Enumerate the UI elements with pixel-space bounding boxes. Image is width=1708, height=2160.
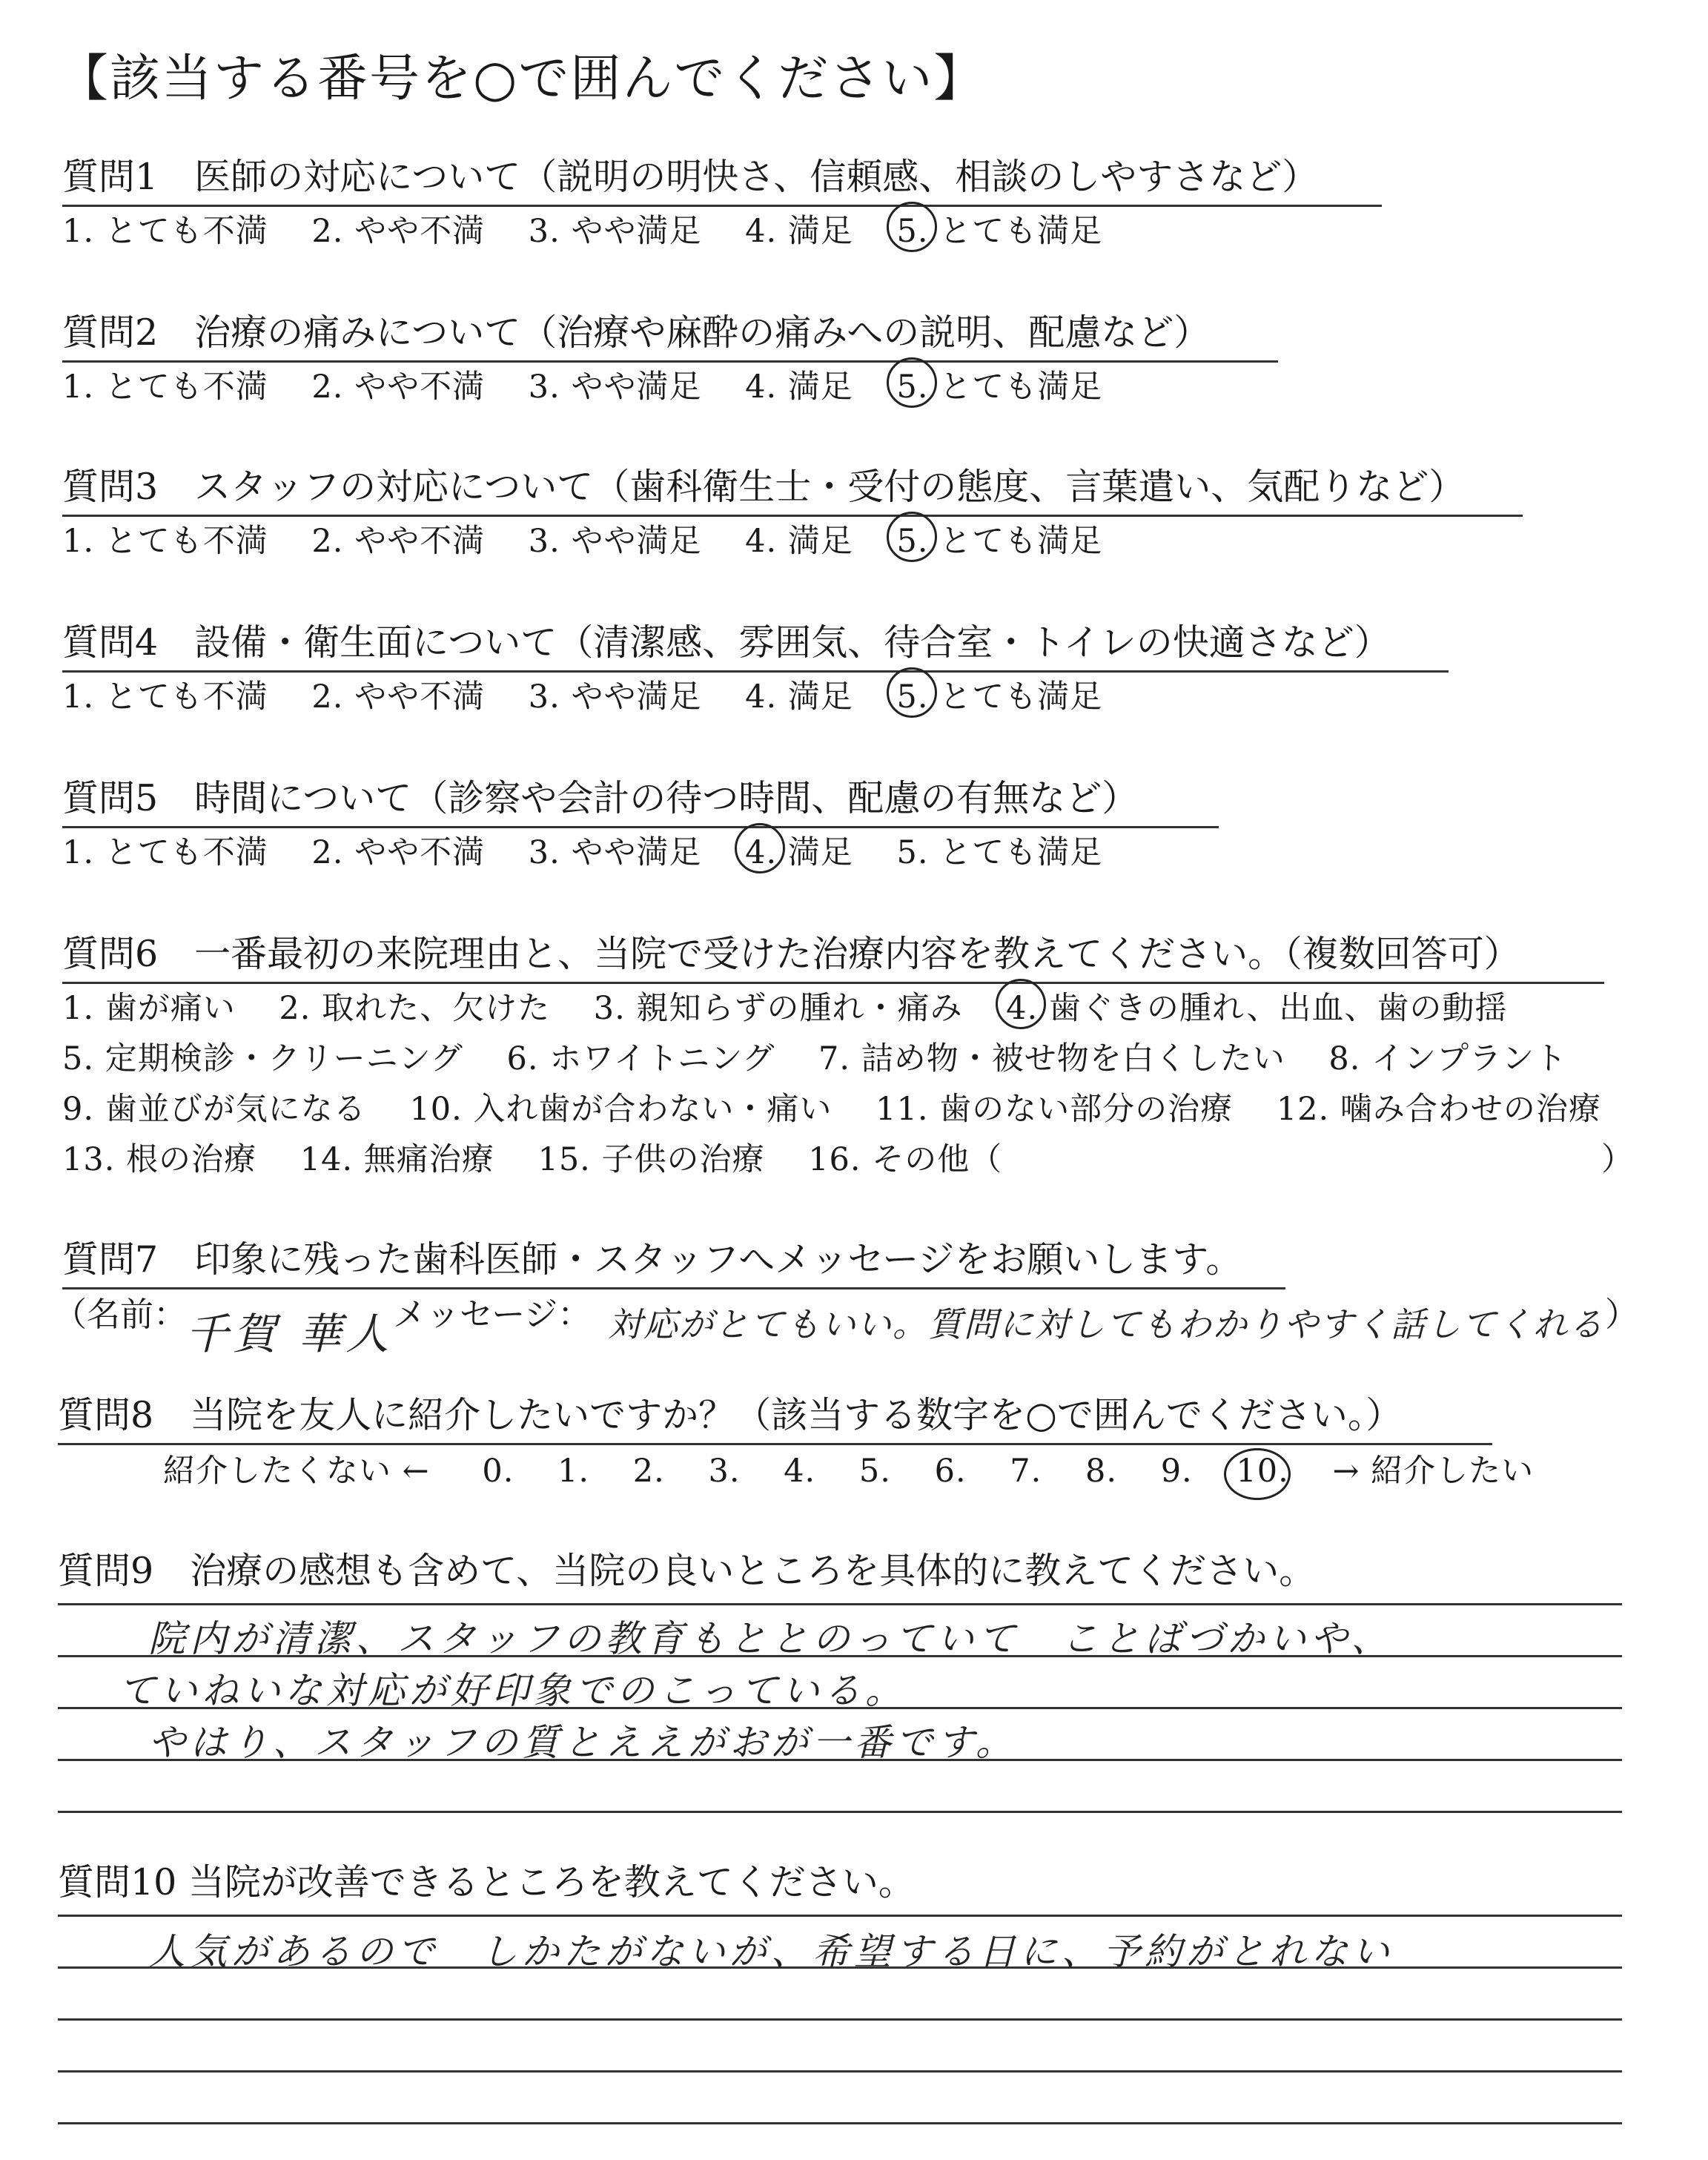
q8-value-2[interactable]: 2. [632, 1453, 665, 1490]
q8-value-9[interactable]: 9. [1160, 1453, 1193, 1490]
q8-value-0[interactable]: 0. [482, 1453, 514, 1490]
q1-option-1[interactable]: 1. とても不満 [62, 213, 268, 250]
q4-option-4[interactable]: 4. 満足 [745, 678, 853, 716]
q1-option-4[interactable]: 4. 満足 [745, 213, 853, 250]
q8-value-8[interactable]: 8. [1085, 1453, 1118, 1490]
q6-row-2 [62, 1034, 1600, 1079]
q8-right-label: → 紹介したい [1332, 1453, 1535, 1490]
q1-options [62, 206, 1135, 251]
q6-option-2[interactable]: 2. 取れた、欠けた [279, 990, 551, 1027]
q4-title: 質問4 設備・衛生面について（清潔感、雰囲気、待合室・トイレの快適さなど） [62, 614, 1449, 673]
q9-rule-5 [58, 1811, 1622, 1813]
q7-close-paren: ） [1605, 1295, 1639, 1334]
q10-answer-line-1[interactable]: 人気があるので しかたがないが、希望する日に、予約がとれない [148, 1930, 1394, 1973]
q1-title: 質問1 医師の対応について（説明の明快さ、信頼感、相談のしやすさなど） [62, 148, 1382, 207]
q8-value-7[interactable]: 7. [1010, 1453, 1042, 1490]
q3-option-2[interactable]: 2. やや不満 [311, 523, 486, 560]
q6-option-12[interactable]: 12. 噛み合わせの治療 [1276, 1091, 1601, 1128]
q10-rule-1 [58, 1915, 1622, 1917]
q5-option-4[interactable]: 4. 満足 [745, 828, 853, 873]
q5-option-1[interactable]: 1. とても不満 [62, 834, 268, 871]
q6-option-10[interactable]: 10. 入れ歯が合わない・痛い [409, 1091, 833, 1128]
q6-option-14[interactable]: 14. 無痛治療 [299, 1141, 494, 1178]
q1-option-3[interactable]: 3. やや満足 [528, 213, 702, 250]
q6-option-3[interactable]: 3. 親知らずの腫れ・痛み [593, 990, 963, 1027]
q8-value-6[interactable]: 6. [934, 1453, 967, 1490]
q6-option-16[interactable]: 16. その他（ [808, 1141, 1003, 1178]
instruction-header: 【該当する番号を○で囲んでください】 [58, 50, 986, 108]
q9-rule-1 [58, 1603, 1622, 1605]
q10-title: 質問10 当院が改善できるところを教えてください。 [58, 1861, 915, 1903]
q5-title: 質問5 時間について（診察や会計の待つ時間、配慮の有無など） [62, 770, 1219, 828]
q3-option-5[interactable]: 5. とても満足 [897, 516, 1103, 561]
q3-title: 質問3 スタッフの対応について（歯科衛生士・受付の態度、言葉遣い、気配りなど） [62, 458, 1523, 517]
q6-option-5[interactable]: 5. 定期検診・クリーニング [62, 1040, 463, 1077]
q6-option-1[interactable]: 1. 歯が痛い [62, 990, 236, 1027]
q6-row-3 [62, 1084, 1634, 1129]
q3-options [62, 516, 1135, 561]
q3-option-3[interactable]: 3. やや満足 [528, 523, 702, 560]
q8-value-10[interactable]: 10. [1236, 1453, 1289, 1490]
q2-options [62, 362, 1135, 407]
q6-other-close-paren: ） [1601, 1141, 1634, 1178]
q9-answer-line-2[interactable]: ていねいな対応が好印象でのこっている。 [119, 1669, 907, 1712]
q6-option-6[interactable]: 6. ホワイトニング [506, 1040, 775, 1077]
q6-option-9[interactable]: 9. 歯並びが気になる [62, 1091, 366, 1128]
q9-answer-line-3[interactable]: やはり、スタッフの質とええがおが一番です。 [148, 1721, 1017, 1764]
q8-scale [163, 1446, 1566, 1491]
q8-value-1[interactable]: 1. [557, 1453, 590, 1490]
q10-rule-4 [58, 2070, 1622, 2073]
q7-message-label: メッセージ： [393, 1295, 592, 1334]
q8-left-label: 紹介したくない ← [163, 1453, 430, 1490]
q1-option-5[interactable]: 5. とても満足 [897, 206, 1103, 251]
q3-option-1[interactable]: 1. とても不満 [62, 523, 268, 560]
q5-option-5[interactable]: 5. とても満足 [896, 834, 1103, 871]
q6-option-7[interactable]: 7. 詰め物・被せ物を白くしたい [818, 1040, 1285, 1077]
q5-options [62, 828, 1135, 873]
q8-value-4[interactable]: 4. [784, 1453, 816, 1490]
q10-rule-3 [58, 2018, 1622, 2021]
q4-option-2[interactable]: 2. やや不満 [311, 678, 486, 716]
q5-option-3[interactable]: 3. やや満足 [528, 834, 702, 871]
q1-option-2[interactable]: 2. やや不満 [311, 213, 486, 250]
q4-option-3[interactable]: 3. やや満足 [528, 678, 702, 716]
q9-answer-line-1[interactable]: 院内が清潔、スタッフの教育もととのっていて ことばづかいや、 [148, 1617, 1393, 1660]
q6-row-4 [62, 1135, 1035, 1180]
q6-option-4[interactable]: 4. 歯ぐきの腫れ、出血、歯の動揺 [1006, 983, 1507, 1028]
q7-name-label: （名前： [53, 1295, 188, 1334]
q2-option-2[interactable]: 2. やや不満 [311, 369, 486, 406]
q8-value-3[interactable]: 3. [708, 1453, 741, 1490]
q2-option-1[interactable]: 1. とても不満 [62, 369, 268, 406]
q6-option-15[interactable]: 15. 子供の治療 [537, 1141, 765, 1178]
q4-option-1[interactable]: 1. とても不満 [62, 678, 268, 716]
q2-option-5[interactable]: 5. とても満足 [897, 362, 1103, 407]
q9-title: 質問9 治療の感想も含めて、当院の良いところを具体的に教えてください。 [58, 1550, 1316, 1592]
q10-rule-5 [58, 2122, 1622, 2124]
q3-option-4[interactable]: 4. 満足 [745, 523, 853, 560]
q2-option-3[interactable]: 3. やや満足 [528, 369, 702, 406]
q4-option-5[interactable]: 5. とても満足 [897, 672, 1103, 717]
q8-value-5[interactable]: 5. [858, 1453, 891, 1490]
q4-options [62, 672, 1135, 717]
q7-name-value[interactable]: 千賀 華人 [185, 1309, 394, 1359]
q6-option-13[interactable]: 13. 根の治療 [62, 1141, 257, 1178]
q2-option-4[interactable]: 4. 満足 [745, 369, 853, 406]
q6-option-8[interactable]: 8. インプラント [1328, 1040, 1568, 1077]
q5-option-2[interactable]: 2. やや不満 [311, 834, 486, 871]
q8-title: 質問8 当院を友人に紹介したいですか？（該当する数字を○で囲んでください。） [58, 1387, 1492, 1445]
q7-title: 質問7 印象に残った歯科医師・スタッフへメッセージをお願いします。 [62, 1231, 1285, 1289]
q6-option-11[interactable]: 11. 歯のない部分の治療 [875, 1091, 1234, 1128]
q6-row-1 [62, 983, 1540, 1028]
q7-message-value[interactable]: 対応がとてもいい。質問に対してもわかりやすく話してくれる [608, 1304, 1604, 1344]
q2-title: 質問2 治療の痛みについて（治療や麻酔の痛みへの説明、配慮など） [62, 304, 1278, 363]
q6-title: 質問6 一番最初の来院理由と、当院で受けた治療内容を教えてください。（複数回答可） [62, 925, 1604, 984]
